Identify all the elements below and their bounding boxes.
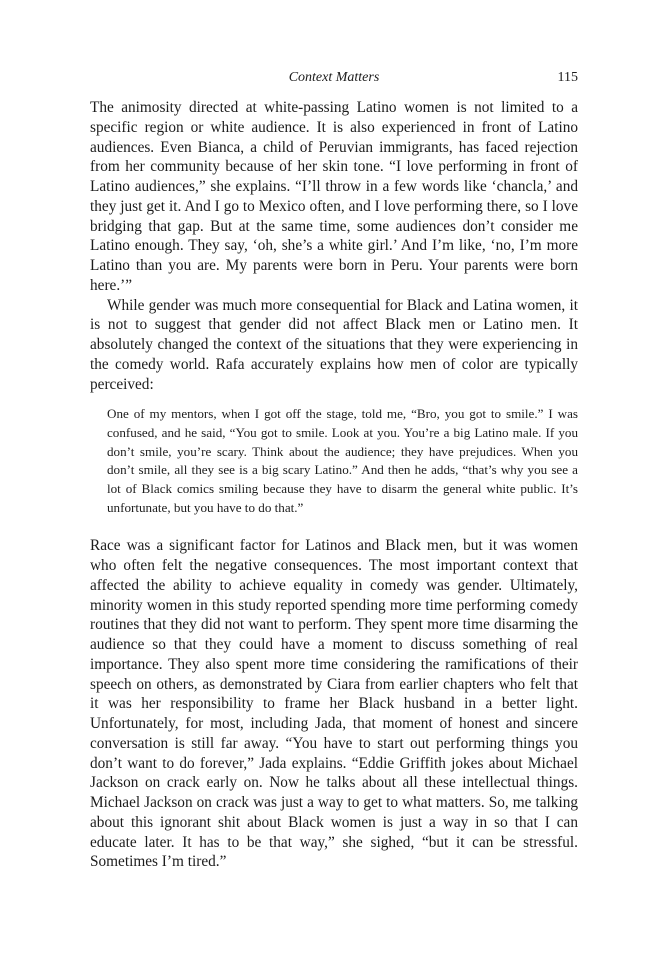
- running-head: [90, 68, 578, 88]
- page-number: 115: [557, 70, 578, 85]
- running-head-title: Context Matters: [288, 70, 380, 85]
- paragraph-bianca: The animosity directed at white-passing Latino women is not limited to a specific region or white audience. It is also experienced in front of Latino audiences. Even Bianca, a child of Peruvian immigrants, has faced rejection from her community because of her skin tone. “I love performing in front of Latino audiences,” she explains. “I’ll throw in a few words like ‘chancla,’ and they just get it. And I go to Mexico often, and I love performing there, so I love bridging that gap. But at the same time, some audiences don’t consider me Latino enough. They say, ‘oh, she’s a white girl.’ And I’m like, ‘no, I’m more Latino than you are. My parents were born in Peru. Your parents were born here.’”: [90, 99, 578, 294]
- paragraph-gender-men: While gender was much more consequential for Black and Latina women, it is not to suggest that gender did not affect Black men or Latino men. It absolutely changed the context of the situations that they were experiencing in the comedy world. Rafa accurately explains how men of color are typically perceived:: [90, 296, 578, 393]
- block-quote-rafa: One of my mentors, when I got off the stage, told me, “Bro, you got to smile.” I was confused, and he said, “You got to smile. Look at you. You’re a big Latino male. If you don’t smile, you’re scary. Think about the audience; they have prejudices. When you don’t smile, all they see is a big scary Latino.” And then he adds, “that’s why you see a lot of Black comics smiling because they have to disarm the general white public. It’s unfortunate, but you have to do that.”: [107, 406, 578, 515]
- body-text: [90, 98, 578, 872]
- paragraph-race-women: Race was a significant factor for Latinos and Black men, but it was women who often felt the negative consequences. The most important context that affected the ability to achieve equality in comedy was gender. Ultimately, minority women in this study reported spending more time performing comedy routines that they did not want to perform. They spent more time disarming the audience so that they could have a moment to discuss something of real importance. They also spent more time considering the ramifications of their speech on others, as demonstrated by Ciara from earlier chapters who felt that it was her responsibility to frame her Black husband in a better light. Unfortunately, for most, including Jada, that moment of honest and sincere conversation is still far away. “You have to start out performing things you don’t want to do forever,” Jada explains. “Eddie Griffith jokes about Michael Jackson on crack early on. Now he talks about all these intellectual things. Michael Jackson on crack was just a way to get to what matters. So, me talking about this ignorant shit about Black women is just a way in so that I can educate later. It has to be that way,” she sighed, “but it can be stressful. Sometimes I’m tired.”: [90, 537, 578, 871]
